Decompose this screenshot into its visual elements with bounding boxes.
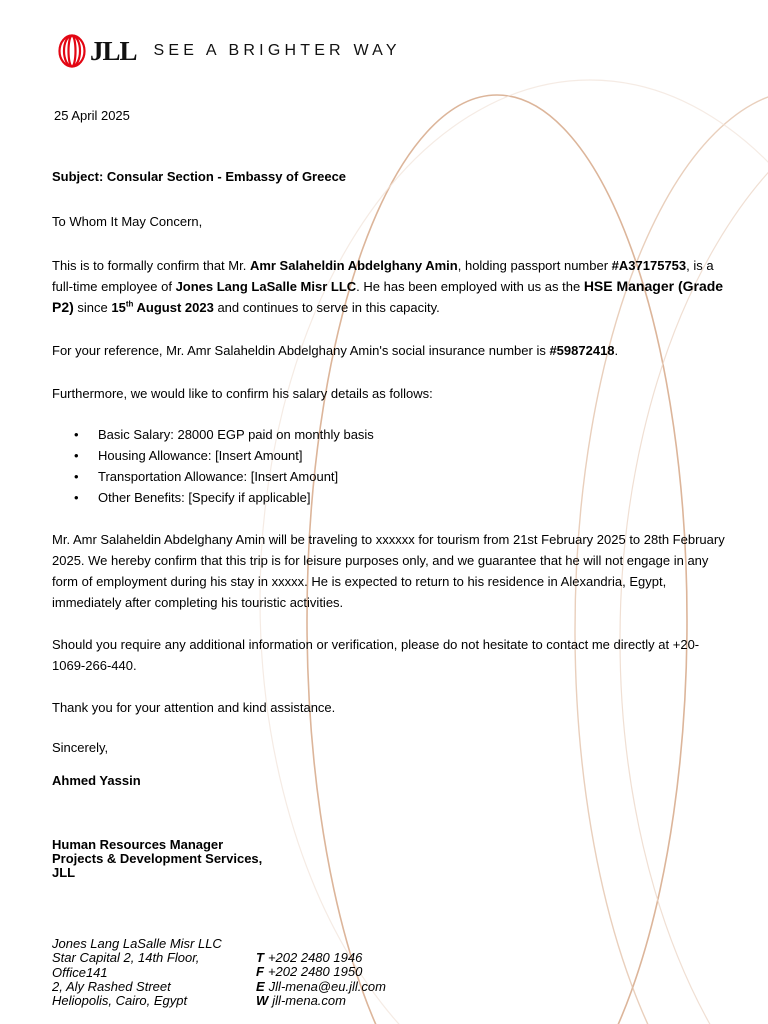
list-item: • Housing Allowance: [Insert Amount] <box>52 445 374 466</box>
list-item: • Basic Salary: 28000 EGP paid on monthly basis <box>52 424 374 445</box>
signer-title: Human Resources Manager <box>52 837 224 852</box>
employment-paragraph: This is to formally confirm that Mr. Amr Salaheldin Abdelghany Amin, holding passport number #A37175753, is a full-time employee of Jones Lang LaSalle Misr LLC. He has been employed with us as the HSE Manager (Grade P2) since 15th August 2023 and continues to serve in this capacity. <box>52 258 724 315</box>
passport-number: #A37175753 <box>611 258 687 273</box>
signer-department: Projects & Development Services, <box>52 851 263 866</box>
letter-date: 25 April 2025 <box>54 108 130 123</box>
salary-list <box>52 424 374 508</box>
signature-block <box>52 838 262 880</box>
signer-name: Ahmed Yassin <box>52 773 141 788</box>
letterhead <box>58 33 401 69</box>
letter-subject: Subject: Consular Section - Embassy of Greece <box>52 169 347 184</box>
signer-company: JLL <box>52 865 76 880</box>
list-item: • Transportation Allowance: [Insert Amount] <box>52 466 374 487</box>
salutation: To Whom It May Concern, <box>52 214 203 229</box>
brand-wordmark: JLL <box>90 35 137 66</box>
footer-address: Jones Lang LaSalle Misr LLC Star Capital 2, 14th Floor, Office141 2, Aly Rashed Street Heliopolis, Cairo, Egypt <box>52 936 222 1009</box>
list-item: • Other Benefits: [Specify if applicable] <box>52 487 374 508</box>
closing: Sincerely, <box>52 740 109 755</box>
job-position: HSE Manager (Grade P2) <box>52 278 724 315</box>
travel-paragraph: Mr. Amr Salaheldin Abdelghany Amin will be traveling to xxxxxx for tourism from 21st February 2025 to 28th February 2025. We hereby confirm that this trip is for leisure purposes only, and we guarantee that he will not engage in any form of employment during his stay in xxxxx. He is expected to return to his residence in Alexandria, Egypt, immediately after completing his touristic activities. <box>52 532 725 610</box>
footer-email[interactable]: E Jll-mena@eu.jll.com <box>256 978 386 994</box>
contact-paragraph: Should you require any additional information or verification, please do not hesitate to contact me directly at +20-1069-266-440. <box>52 637 700 673</box>
insurance-paragraph: For your reference, Mr. Amr Salaheldin Abdelghany Amin's social insurance number is #59872418. <box>52 343 619 358</box>
insurance-number: #59872418 <box>549 343 615 358</box>
jll-logo-icon <box>58 34 86 68</box>
thanks-paragraph: Thank you for your attention and kind assistance. <box>52 700 336 715</box>
brand-tagline: SEE A BRIGHTER WAY <box>153 42 401 59</box>
footer-fax: F +202 2480 1950 <box>256 964 363 980</box>
footer-phone: T +202 2480 1946 <box>256 950 363 965</box>
salary-intro: Furthermore, we would like to confirm his salary details as follows: <box>52 386 433 401</box>
footer-website[interactable]: W jll-mena.com <box>256 992 346 1008</box>
employee-name: Amr Salaheldin Abdelghany Amin <box>249 258 458 273</box>
employer-name: Jones Lang LaSalle Misr LLC <box>175 279 357 294</box>
start-date: 15th August 2023 <box>111 299 214 315</box>
footer-contacts <box>256 951 386 1008</box>
